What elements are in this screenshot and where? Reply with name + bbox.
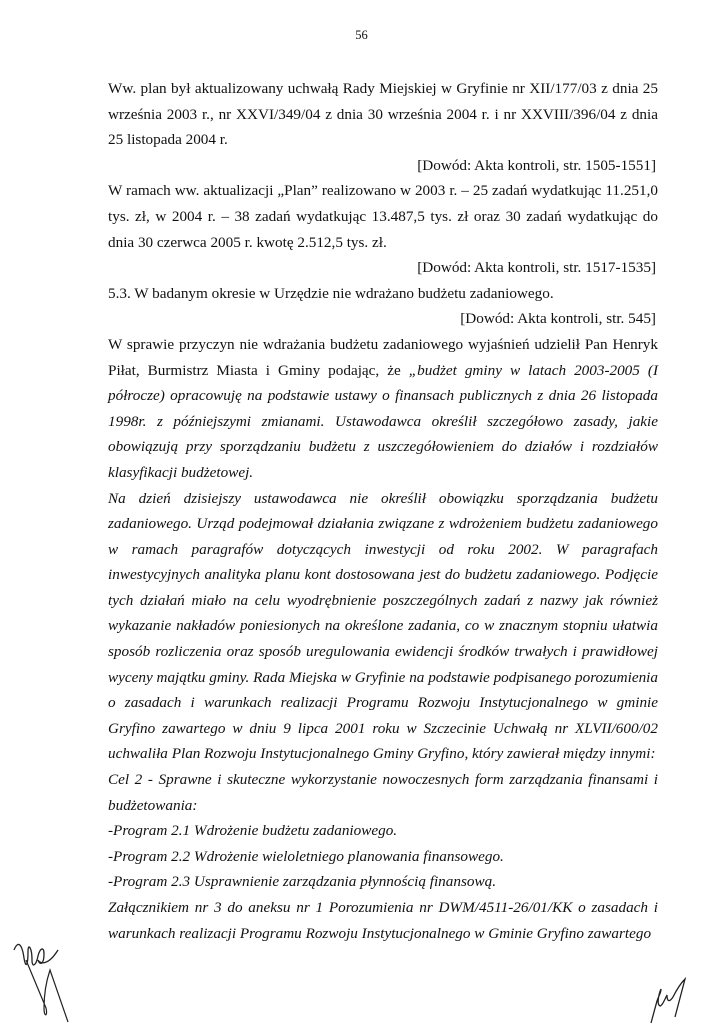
signature-left-icon xyxy=(10,930,70,1030)
paragraph-task-budget: Na dzień dzisiejszy ustawodawca nie określił obowiązku sporządzania budżetu zadaniowego. Urząd podejmował działania związane z wdrożeniem budżetu zadaniowego w ramach paragrafów dotyczących inwestycji od roku 2002. W paragrafach inwestycyjnych analityka planu kont dostosowana jest do budżetu zadaniowego. Podjęcie tych działań miało na celu wyodrębnienie poszczególnych zadań z nazwy jak również wykazanie nakładów poniesionych na określone zadania, co w znacznym stopniu ułatwia sposób rozliczenia oraz sposób uregulowania ewidencji środków trwałych i prawidłowej wyceny majątku gminy. Rada Miejska w Gryfinie na podstawie podpisanego porozumienia o zasadach i warunkach realizacji Programu Rozwoju Instytucjonalnego w gminie Gryfino zawartego w dniu 9 lipca 2001 roku w Szczecinie Uchwałą nr XLVII/600/02 uchwaliła Plan Rozwoju Instytucjonalnego Gminy Gryfino, który zawierał między innymi: xyxy=(108,489,658,763)
paragraph-plan-tasks: W ramach ww. aktualizacji „Plan” realizowano w 2003 r. – 25 zadań wydatkując 11.251,0 tys. zł, w 2004 r. – 38 zadań wydatkując 13.487,5 tys. zł oraz 30 zadań wydatkując do dnia 30 czerwca 2005 r. kwotę 2.512,5 tys. zł. xyxy=(108,182,658,251)
evidence-reference-1: [Dowód: Akta kontroli, str. 1505-1551] xyxy=(417,156,656,174)
explanation-intro: W sprawie przyczyn nie wdrażania budżetu zadaniowego wyjaśnień udzielił Pan Henryk Piłat, Burmistrz Miasta i Gminy podając, że xyxy=(108,335,658,379)
page-number: 56 xyxy=(355,28,368,42)
paragraph-plan-update: Ww. plan był aktualizowany uchwałą Rady Miejskiej w Gryfinie nr XII/177/03 z dnia 25 września 2003 r., nr XXVI/349/04 z dnia 30 września 2004 r. i nr XXVIII/396/04 z dnia 25 listopada 2004 r. xyxy=(108,80,658,149)
signature-right-icon xyxy=(645,975,695,1030)
program-item-2-2: -Program 2.2 Wdrożenie wieloletniego planowania finansowego. xyxy=(108,847,504,865)
paragraph-annex: Załącznikiem nr 3 do aneksu nr 1 Porozumienia nr DWM/4511-26/01/KK o zasadach i warunkach realizacji Programu Rozwoju Instytucjonalnego w Gminie Gryfino zawartego xyxy=(108,899,658,942)
section-5-3-heading: 5.3. W badanym okresie w Urzędzie nie wdrażano budżetu zadaniowego. xyxy=(108,284,554,302)
evidence-reference-3: [Dowód: Akta kontroli, str. 545] xyxy=(460,310,656,328)
program-item-2-3: -Program 2.3 Usprawnienie zarządzania płynnością finansową. xyxy=(108,873,496,891)
evidence-reference-2: [Dowód: Akta kontroli, str. 1517-1535] xyxy=(417,259,656,277)
document-body xyxy=(108,76,658,946)
explanation-quote: „budżet gminy w latach 2003-2005 (I półrocze) opracowuję na podstawie ustawy o finansach publicznych z dnia 26 listopada 1998r. z późniejszymi zmianami. Ustawodawca określił szczegółowo zasady, jakie obowiązują przy sporządzaniu budżetu z uszczegółowieniem do działów i rozdziałów klasyfikacji budżetowej. xyxy=(108,361,658,481)
goal-2-heading: Cel 2 - Sprawne i skuteczne wykorzystanie nowoczesnych form zarządzania finansami i budżetowania: xyxy=(108,771,658,814)
paragraph-explanation xyxy=(108,332,658,486)
program-item-2-1: -Program 2.1 Wdrożenie budżetu zadaniowego. xyxy=(108,822,398,840)
